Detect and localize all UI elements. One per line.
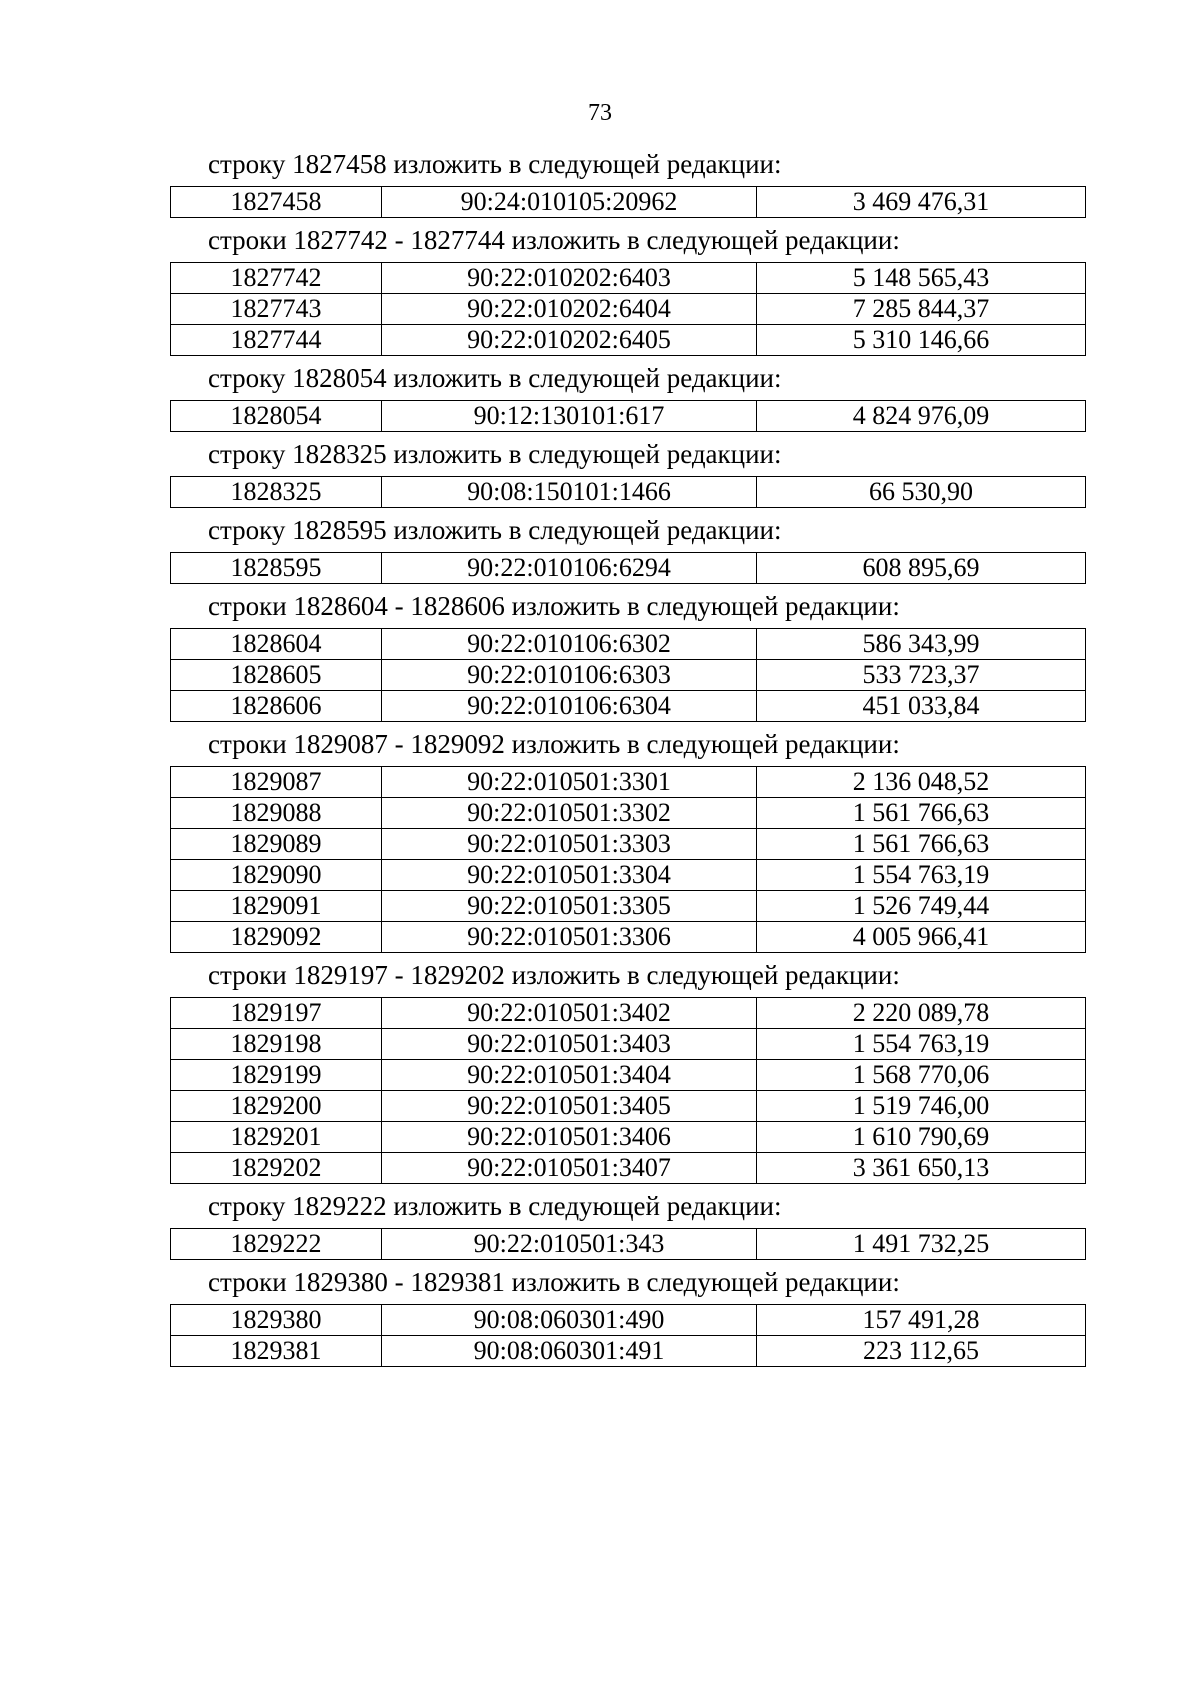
cadastral-value-cell: 451 033,84 [757, 691, 1086, 722]
row-number-cell: 1829088 [171, 798, 382, 829]
cadastral-number-cell: 90:22:010106:6294 [382, 553, 757, 584]
amendment-table [170, 1304, 1086, 1367]
cadastral-value-cell: 2 220 089,78 [757, 998, 1086, 1029]
cadastral-number-cell: 90:08:060301:491 [382, 1336, 757, 1367]
cadastral-value-cell: 608 895,69 [757, 553, 1086, 584]
cadastral-number-cell: 90:22:010501:3404 [382, 1060, 757, 1091]
table-row [171, 325, 1086, 356]
row-number-cell: 1829202 [171, 1153, 382, 1184]
table-row [171, 1060, 1086, 1091]
row-number-cell: 1827742 [171, 263, 382, 294]
amendment-table [170, 766, 1086, 953]
table-row [171, 401, 1086, 432]
amendment-table [170, 997, 1086, 1184]
cadastral-value-cell: 3 469 476,31 [757, 187, 1086, 218]
amendment-section [170, 146, 1082, 218]
row-number-cell: 1829087 [171, 767, 382, 798]
amendment-table [170, 262, 1086, 356]
row-number-cell: 1829197 [171, 998, 382, 1029]
row-number-cell: 1829381 [171, 1336, 382, 1367]
amendment-instruction: строку 1828595 изложить в следующей редакции: [208, 515, 782, 545]
document-body [170, 146, 1082, 1371]
row-number-cell: 1829199 [171, 1060, 382, 1091]
row-number-cell: 1829200 [171, 1091, 382, 1122]
cadastral-value-cell: 4 005 966,41 [757, 922, 1086, 953]
amendment-section [170, 360, 1082, 432]
table-row [171, 767, 1086, 798]
row-number-cell: 1828595 [171, 553, 382, 584]
page-number: 73 [588, 100, 612, 126]
cadastral-value-cell: 5 310 146,66 [757, 325, 1086, 356]
cadastral-number-cell: 90:22:010501:3303 [382, 829, 757, 860]
table-row [171, 263, 1086, 294]
amendment-section [170, 512, 1082, 584]
cadastral-value-cell: 1 519 746,00 [757, 1091, 1086, 1122]
cadastral-number-cell: 90:22:010501:3405 [382, 1091, 757, 1122]
cadastral-number-cell: 90:22:010501:3305 [382, 891, 757, 922]
amendment-table [170, 476, 1086, 508]
row-number-cell: 1828606 [171, 691, 382, 722]
amendment-section [170, 222, 1082, 356]
amendment-section [170, 1264, 1082, 1367]
table-row [171, 660, 1086, 691]
row-number-cell: 1829222 [171, 1229, 382, 1260]
amendment-instruction: строки 1829087 - 1829092 изложить в следующей редакции: [208, 729, 900, 759]
row-number-cell: 1829198 [171, 1029, 382, 1060]
table-row [171, 1229, 1086, 1260]
amendment-instruction: строку 1827458 изложить в следующей редакции: [208, 149, 782, 179]
amendment-table [170, 1228, 1086, 1260]
cadastral-number-cell: 90:22:010501:3302 [382, 798, 757, 829]
table-row [171, 922, 1086, 953]
cadastral-value-cell: 5 148 565,43 [757, 263, 1086, 294]
table-row [171, 477, 1086, 508]
row-number-cell: 1829380 [171, 1305, 382, 1336]
cadastral-value-cell: 3 361 650,13 [757, 1153, 1086, 1184]
cadastral-number-cell: 90:22:010501:3406 [382, 1122, 757, 1153]
cadastral-number-cell: 90:22:010202:6405 [382, 325, 757, 356]
amendment-section [170, 588, 1082, 722]
amendment-instruction: строки 1827742 - 1827744 изложить в следующей редакции: [208, 225, 900, 255]
amendment-table [170, 628, 1086, 722]
table-row [171, 798, 1086, 829]
row-number-cell: 1829092 [171, 922, 382, 953]
table-row [171, 553, 1086, 584]
table-row [171, 629, 1086, 660]
row-number-cell: 1828054 [171, 401, 382, 432]
cadastral-number-cell: 90:22:010501:3402 [382, 998, 757, 1029]
table-row [171, 1336, 1086, 1367]
amendment-section [170, 1188, 1082, 1260]
row-number-cell: 1828604 [171, 629, 382, 660]
row-number-cell: 1829090 [171, 860, 382, 891]
row-number-cell: 1827743 [171, 294, 382, 325]
cadastral-value-cell: 4 824 976,09 [757, 401, 1086, 432]
cadastral-number-cell: 90:24:010105:20962 [382, 187, 757, 218]
cadastral-number-cell: 90:12:130101:617 [382, 401, 757, 432]
amendment-section [170, 957, 1082, 1184]
cadastral-value-cell: 1 568 770,06 [757, 1060, 1086, 1091]
cadastral-value-cell: 1 561 766,63 [757, 798, 1086, 829]
cadastral-number-cell: 90:22:010501:3403 [382, 1029, 757, 1060]
cadastral-number-cell: 90:22:010202:6403 [382, 263, 757, 294]
amendment-instruction: строки 1828604 - 1828606 изложить в следующей редакции: [208, 591, 900, 621]
table-row [171, 891, 1086, 922]
row-number-cell: 1828605 [171, 660, 382, 691]
cadastral-number-cell: 90:22:010106:6303 [382, 660, 757, 691]
row-number-cell: 1827458 [171, 187, 382, 218]
amendment-instruction: строку 1829222 изложить в следующей редакции: [208, 1191, 782, 1221]
cadastral-value-cell: 1 554 763,19 [757, 860, 1086, 891]
table-row [171, 829, 1086, 860]
cadastral-value-cell: 1 526 749,44 [757, 891, 1086, 922]
table-row [171, 1029, 1086, 1060]
cadastral-value-cell: 1 554 763,19 [757, 1029, 1086, 1060]
cadastral-value-cell: 1 491 732,25 [757, 1229, 1086, 1260]
cadastral-number-cell: 90:22:010106:6304 [382, 691, 757, 722]
row-number-cell: 1828325 [171, 477, 382, 508]
amendment-instruction: строку 1828054 изложить в следующей редакции: [208, 363, 782, 393]
cadastral-value-cell: 1 561 766,63 [757, 829, 1086, 860]
cadastral-value-cell: 7 285 844,37 [757, 294, 1086, 325]
table-row [171, 1091, 1086, 1122]
cadastral-value-cell: 533 723,37 [757, 660, 1086, 691]
cadastral-number-cell: 90:08:060301:490 [382, 1305, 757, 1336]
row-number-cell: 1827744 [171, 325, 382, 356]
amendment-table [170, 400, 1086, 432]
amendment-instruction: строку 1828325 изложить в следующей редакции: [208, 439, 782, 469]
cadastral-number-cell: 90:22:010501:343 [382, 1229, 757, 1260]
cadastral-number-cell: 90:22:010501:3301 [382, 767, 757, 798]
cadastral-number-cell: 90:22:010202:6404 [382, 294, 757, 325]
table-row [171, 1153, 1086, 1184]
table-row [171, 860, 1086, 891]
cadastral-number-cell: 90:22:010501:3407 [382, 1153, 757, 1184]
amendment-table [170, 552, 1086, 584]
table-row [171, 998, 1086, 1029]
cadastral-value-cell: 2 136 048,52 [757, 767, 1086, 798]
cadastral-number-cell: 90:22:010106:6302 [382, 629, 757, 660]
cadastral-number-cell: 90:22:010501:3306 [382, 922, 757, 953]
table-row [171, 1122, 1086, 1153]
amendment-instruction: строки 1829197 - 1829202 изложить в следующей редакции: [208, 960, 900, 990]
cadastral-value-cell: 1 610 790,69 [757, 1122, 1086, 1153]
cadastral-number-cell: 90:22:010501:3304 [382, 860, 757, 891]
row-number-cell: 1829089 [171, 829, 382, 860]
cadastral-value-cell: 157 491,28 [757, 1305, 1086, 1336]
row-number-cell: 1829091 [171, 891, 382, 922]
row-number-cell: 1829201 [171, 1122, 382, 1153]
amendment-instruction: строки 1829380 - 1829381 изложить в следующей редакции: [208, 1267, 900, 1297]
cadastral-value-cell: 586 343,99 [757, 629, 1086, 660]
amendment-section [170, 436, 1082, 508]
table-row [171, 187, 1086, 218]
table-row [171, 1305, 1086, 1336]
cadastral-number-cell: 90:08:150101:1466 [382, 477, 757, 508]
cadastral-value-cell: 223 112,65 [757, 1336, 1086, 1367]
table-row [171, 691, 1086, 722]
table-row [171, 294, 1086, 325]
amendment-table [170, 186, 1086, 218]
amendment-section [170, 726, 1082, 953]
cadastral-value-cell: 66 530,90 [757, 477, 1086, 508]
